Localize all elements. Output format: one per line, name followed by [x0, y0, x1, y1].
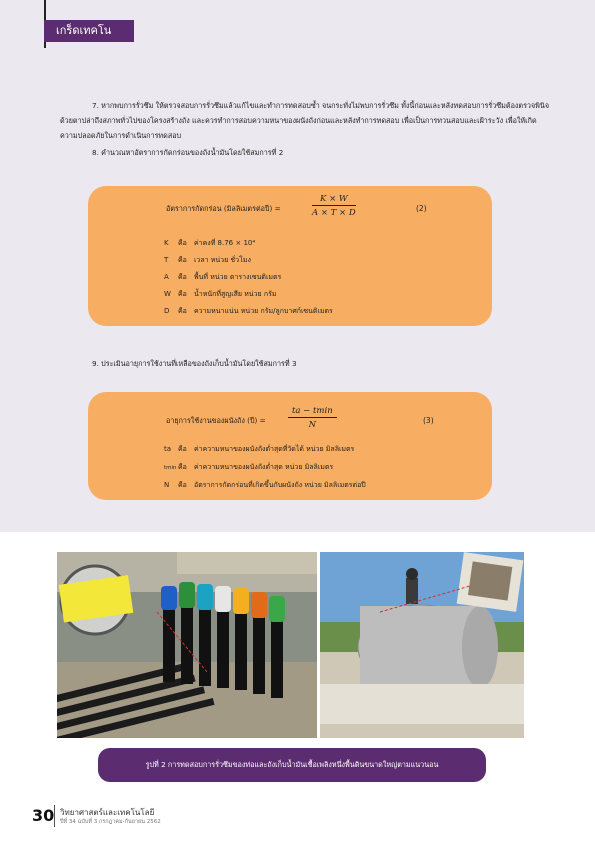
formula-denominator: A × T × D [312, 208, 356, 218]
definition-symbol: ta [164, 445, 172, 453]
definition-symbol: W [164, 290, 171, 298]
formula-label: อัตราการกัดกร่อน (มิลลิเมตรต่อปี) = [166, 204, 281, 213]
formula-denominator: N [308, 420, 317, 430]
definition-row [164, 444, 354, 455]
formula-fraction [312, 194, 356, 218]
definition-keyword: คือ [178, 239, 187, 247]
equation-number: (2) [416, 204, 427, 213]
formula-box-corrosion-rate [88, 186, 492, 326]
formula-numerator: K × W [312, 194, 356, 206]
definition-text: ค่าความหนาของผนังถังต่ำสุดที่วัดได้ หน่วย มิลลิเมตร [194, 445, 355, 453]
definition-text: พื้นที่ หน่วย ตารางเซนติเมตร [194, 273, 282, 281]
journal-title: วิทยาศาสตร์และเทคโนโลยี [60, 808, 155, 817]
definition-keyword: คือ [178, 445, 187, 453]
figure-caption: รูปที่ 2 การทดสอบการรั่วซึมของท่อและถังเก็บน้ำมันเชื้อเพลิงหนึ่งพื้นดินขนาดใหญ่ตามแนวนอน [98, 748, 486, 782]
definition-row [164, 255, 251, 266]
paragraph-step-8: 8. คำนวณหาอัตราการกัดกร่อนของถังน้ำมันโดยใช้สมการที่ 2 [92, 148, 284, 157]
section-badge: เกร็ดเทคโน [44, 20, 134, 42]
definition-symbol: A [164, 273, 169, 281]
definition-text: อัตราการกัดกร่อนที่เกิดขึ้นกับผนังถัง หน่วย มิลลิเมตรต่อปี [194, 481, 366, 489]
photo-horizontal-tank [320, 552, 524, 738]
definition-symbol: tmin [164, 465, 177, 471]
definition-row [164, 462, 333, 473]
formula-label: อายุการใช้งานของผนังถัง (ปี) = [166, 416, 266, 425]
equation-number: (3) [423, 416, 434, 425]
definition-text: เวลา หน่วย ชั่วโมง [194, 256, 251, 264]
formula-numerator: ta − tmin [288, 406, 337, 418]
formula-fraction [288, 406, 337, 430]
page-number: 30 [32, 806, 55, 825]
photo-pipe-leak-test [57, 552, 317, 738]
definition-row [164, 289, 276, 300]
definition-text: ความหนาแน่น หน่วย กรัม/ลูกบาศก์เซนติเมตร [194, 307, 333, 315]
definition-row [164, 480, 366, 491]
definition-text: น้ำหนักที่สูญเสีย หน่วย กรัม [194, 290, 277, 298]
definition-keyword: คือ [178, 463, 187, 471]
definition-keyword: คือ [178, 290, 187, 298]
definition-keyword: คือ [178, 256, 187, 264]
definition-row [164, 306, 333, 317]
definition-row [164, 238, 255, 249]
tank-illustration [320, 552, 524, 738]
definition-symbol: K [164, 239, 169, 247]
paragraph-step-7: 7. หากพบการรั่วซึม ให้ตรวจสอบการรั่วซึมแล้วแก้ไขและทำการทดสอบซ้ำ จนกระทั่งไม่พบการรั่วซึม ทั้งนี้ก่อนและหลังทดสอบการรั่วซึมต้องตรวจพินิจด้วยตาปล่าถึงสภาพทั่วไปของโครงสร้างถัง และควรทำการสอบความหนาของผนังถังก่อนและหลังทำการทดสอบ เพื่อเป็นการทวนสอบและเฝ้าระวัง เพื่อให้เกิดความปลอดภัยในการดำเนินการทดสอบ [60, 101, 550, 140]
definition-text: ค่าความหนาของผนังถังต่ำสุด หน่วย มิลลิเมตร [194, 463, 334, 471]
definition-keyword: คือ [178, 481, 187, 489]
definition-row [164, 272, 281, 283]
definition-keyword: คือ [178, 307, 187, 315]
pipe-test-illustration [57, 552, 317, 738]
paragraph-step-9: 9. ประเมินอายุการใช้งานที่เหลือของถังเก็บน้ำมันโดยใช้สมการที่ 3 [92, 359, 297, 368]
definition-symbol: T [164, 256, 169, 264]
formula-box-remaining-life [88, 392, 492, 500]
issue-info: ปีที่ 34 ฉบับที่ 3 กรกฎาคม-กันยายน 2562 [60, 819, 161, 825]
definition-symbol: D [164, 307, 170, 315]
definition-keyword: คือ [178, 273, 187, 281]
definition-symbol: N [164, 481, 170, 489]
definition-text: ค่าคงที่ 8.76 × 10⁴ [194, 239, 256, 247]
footer-divider [54, 805, 55, 827]
